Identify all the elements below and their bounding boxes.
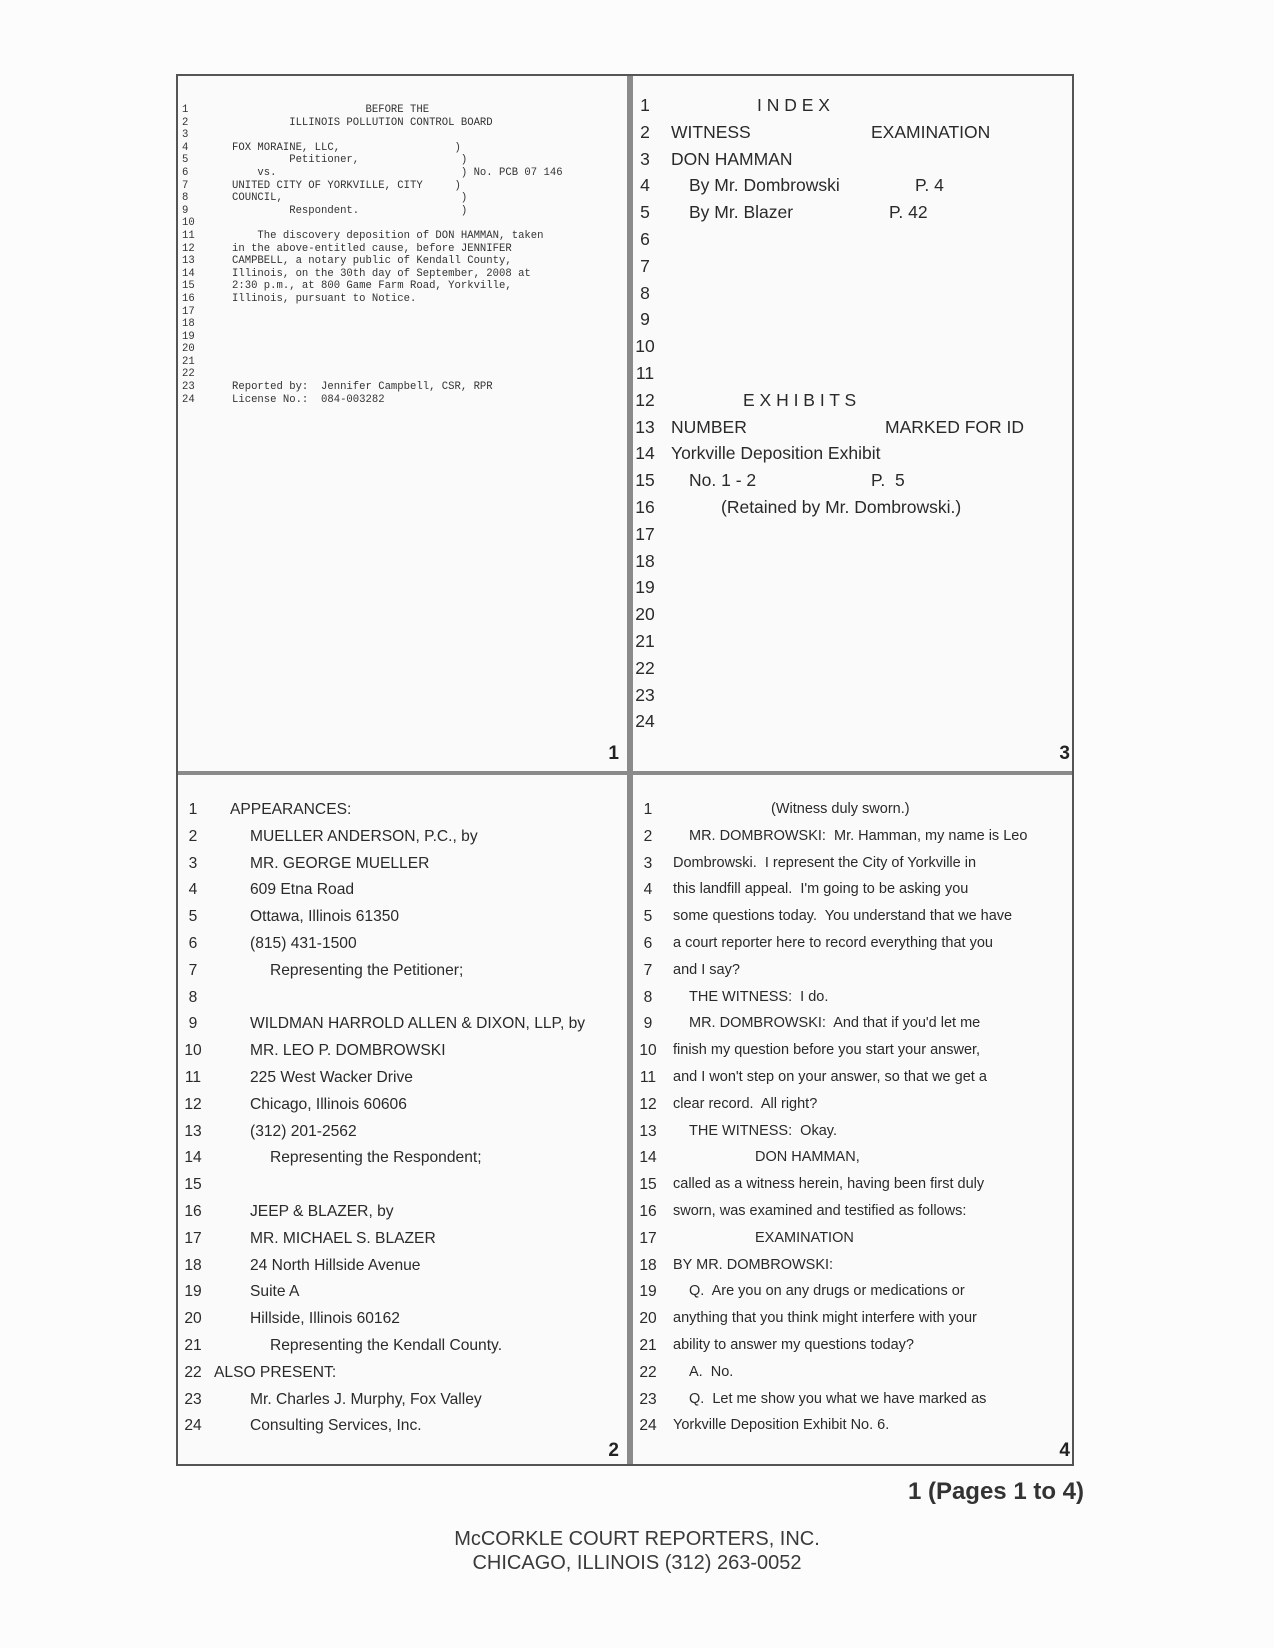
- line-number: 22: [635, 657, 655, 678]
- transcript-line: [182, 280, 512, 293]
- line-number: 11: [184, 1068, 202, 1086]
- transcript-line: [182, 318, 196, 331]
- line-number: 5: [640, 202, 650, 223]
- line-text: Reported by: Jennifer Campbell, CSR, RPR: [232, 381, 493, 394]
- line-text: EXAMINATION: [871, 121, 991, 142]
- line-number: 12: [182, 242, 195, 255]
- line-number: 12: [635, 389, 655, 410]
- line-text: I N D E X: [757, 95, 830, 115]
- line-number: 19: [182, 330, 195, 343]
- line-text: in the above-entitled cause, before JENNIFER: [232, 242, 512, 255]
- line-number: 9: [188, 1015, 198, 1033]
- page-number-2: 2: [608, 1440, 619, 1461]
- line-text: ILLINOIS POLLUTION CONTROL BOARD: [232, 116, 493, 129]
- line-text: sworn, was examined and testified as follows:: [673, 1202, 967, 1219]
- line-number: 8: [182, 192, 189, 205]
- line-text: DON HAMMAN: [671, 148, 793, 169]
- line-text: vs. ) No. PCB 07 146: [232, 166, 563, 179]
- line-text: and I won't step on your answer, so that we get a: [673, 1068, 987, 1085]
- line-number: 16: [184, 1202, 202, 1220]
- line-number: 2: [188, 827, 198, 845]
- line-number: 2: [182, 116, 189, 129]
- line-number: 9: [182, 204, 189, 217]
- transcript-line: [182, 356, 196, 369]
- transcript-line: [182, 393, 385, 407]
- line-number: 18: [639, 1256, 657, 1274]
- line-number: 1: [640, 95, 650, 115]
- line-text: MR. DOMBROWSKI: Mr. Hamman, my name is Leo: [689, 827, 1028, 844]
- page-number-3: 3: [1059, 743, 1070, 764]
- page-3-index: [633, 76, 1072, 771]
- line-number: 16: [635, 496, 655, 517]
- line-text: CAMPBELL, a notary public of Kendall County,: [232, 255, 512, 268]
- transcript-line: [182, 306, 196, 319]
- page-2-appearances: [178, 775, 627, 1464]
- line-number: 1: [182, 104, 189, 116]
- line-text: Yorkville Deposition Exhibit No. 6.: [673, 1417, 890, 1434]
- line-number: 8: [188, 988, 198, 1006]
- line-number: 19: [635, 577, 655, 598]
- line-number: 20: [635, 604, 655, 625]
- line-text: P. 5: [871, 470, 905, 491]
- transcript-line: [182, 141, 461, 155]
- line-text: JEEP & BLAZER, by: [250, 1202, 394, 1220]
- line-number: 11: [182, 229, 195, 242]
- line-number: 9: [643, 1015, 653, 1033]
- line-number: 18: [182, 318, 195, 331]
- transcript-line: [182, 204, 468, 218]
- line-number: 14: [184, 1149, 202, 1167]
- line-text: Q. Are you on any drugs or medications or: [689, 1283, 965, 1300]
- line-text: Ottawa, Illinois 61350: [250, 908, 400, 926]
- line-number: 2: [640, 121, 650, 142]
- line-text: MR. MICHAEL S. BLAZER: [250, 1229, 436, 1247]
- line-text: clear record. All right?: [673, 1095, 818, 1112]
- line-number: 2: [643, 827, 653, 845]
- line-number: 3: [643, 854, 653, 872]
- page-1-lines: [182, 104, 563, 406]
- line-text: Mr. Charles J. Murphy, Fox Valley: [250, 1390, 482, 1408]
- page-number-1: 1: [608, 743, 619, 764]
- line-number: 4: [640, 175, 650, 196]
- line-text: APPEARANCES:: [230, 801, 352, 818]
- line-number: 21: [639, 1336, 657, 1354]
- line-text: THE WITNESS: I do.: [689, 988, 829, 1005]
- line-number: 13: [635, 416, 655, 437]
- line-number: 8: [640, 282, 650, 303]
- page-1-caption: [178, 76, 627, 771]
- line-text: called as a witness herein, having been first duly: [673, 1176, 985, 1193]
- line-number: 10: [182, 217, 195, 230]
- line-number: 10: [635, 336, 655, 357]
- reporter-company: McCORKLE COURT REPORTERS, INC.: [454, 1528, 820, 1550]
- line-text: ability to answer my questions today?: [673, 1336, 914, 1353]
- line-text: finish my question before you start your answer,: [673, 1042, 981, 1059]
- transcript-line: [182, 368, 196, 381]
- line-number: 6: [640, 228, 650, 249]
- line-text: 225 West Wacker Drive: [250, 1068, 413, 1086]
- line-text: Respondent. ): [232, 204, 468, 217]
- line-number: 18: [635, 550, 655, 571]
- line-text: a court reporter here to record everything that you: [673, 934, 993, 951]
- line-number: 24: [635, 711, 655, 732]
- line-text: MARKED FOR ID: [885, 416, 1025, 437]
- line-text: Consulting Services, Inc.: [250, 1417, 422, 1435]
- transcript-line: [182, 129, 196, 142]
- line-number: 6: [182, 166, 189, 179]
- line-number: 11: [639, 1068, 657, 1086]
- line-number: 19: [639, 1283, 657, 1301]
- line-number: 22: [182, 368, 195, 381]
- line-number: 7: [643, 961, 653, 979]
- transcript-line: [182, 255, 512, 268]
- line-text: NUMBER: [671, 416, 747, 437]
- line-number: 13: [639, 1122, 657, 1140]
- line-text: Chicago, Illinois 60606: [250, 1095, 407, 1113]
- line-text: Representing the Respondent;: [270, 1149, 482, 1167]
- line-text: (Witness duly sworn.): [771, 801, 910, 817]
- transcript-line: [182, 343, 196, 356]
- line-number: 17: [182, 305, 195, 318]
- line-number: 3: [640, 148, 650, 169]
- line-text: By Mr. Blazer: [689, 202, 794, 223]
- line-number: 20: [184, 1310, 202, 1328]
- line-number: 18: [184, 1256, 202, 1274]
- line-number: 6: [188, 934, 198, 952]
- line-text: By Mr. Dombrowski: [689, 175, 840, 196]
- line-number: 4: [188, 881, 198, 899]
- page-4-testimony: [633, 775, 1072, 1464]
- line-text: this landfill appeal. I'm going to be asking you: [673, 881, 969, 898]
- line-number: 14: [635, 443, 655, 464]
- line-text: anything that you think might interfere with your: [673, 1310, 977, 1327]
- line-text: some questions today. You understand that we have: [673, 908, 1013, 925]
- line-number: 23: [639, 1390, 657, 1408]
- line-text: (Retained by Mr. Dombrowski.): [721, 496, 962, 517]
- transcript-line: [182, 292, 417, 306]
- line-text: Representing the Kendall County.: [270, 1336, 503, 1354]
- line-number: 23: [184, 1390, 202, 1408]
- reporter-footer: [0, 1527, 1274, 1575]
- transcript-line: [182, 154, 468, 167]
- transcript-line: [182, 229, 544, 243]
- line-number: 7: [640, 255, 650, 276]
- line-number: 21: [184, 1336, 202, 1354]
- line-text: 2:30 p.m., at 800 Game Farm Road, Yorkville,: [232, 280, 512, 293]
- line-number: 20: [182, 343, 195, 356]
- transcript-line: [182, 381, 493, 394]
- line-text: THE WITNESS: Okay.: [689, 1122, 837, 1139]
- line-number: 21: [635, 630, 655, 651]
- line-number: 9: [640, 309, 650, 330]
- line-number: 7: [182, 179, 189, 192]
- transcript-line: [182, 331, 196, 344]
- line-number: 7: [188, 961, 198, 979]
- line-text: Q. Let me show you what we have marked as: [689, 1390, 987, 1407]
- line-number: 16: [639, 1202, 657, 1220]
- line-number: 1: [643, 801, 653, 818]
- line-text: Suite A: [250, 1283, 300, 1301]
- line-number: 10: [639, 1042, 657, 1060]
- line-text: (815) 431-1500: [250, 934, 357, 952]
- transcript-line: [182, 179, 461, 193]
- line-text: A. No.: [689, 1363, 734, 1380]
- line-text: MR. DOMBROWSKI: And that if you'd let me: [689, 1015, 981, 1032]
- transcript-sheet: [176, 74, 1074, 1466]
- line-text: Dombrowski. I represent the City of Yorkville in: [673, 854, 977, 871]
- line-number: 15: [184, 1176, 202, 1194]
- reporter-address: CHICAGO, ILLINOIS (312) 263-0052: [472, 1552, 802, 1574]
- line-number: 24: [182, 393, 195, 406]
- line-number: 13: [182, 255, 195, 268]
- transcript-line: [182, 267, 531, 281]
- line-number: 20: [639, 1310, 657, 1328]
- line-text: E X H I B I T S: [743, 389, 857, 410]
- line-number: 21: [182, 355, 195, 368]
- line-text: FOX MORAINE, LLC, ): [232, 141, 461, 154]
- line-number: 24: [639, 1417, 657, 1435]
- line-number: 1: [188, 801, 198, 818]
- line-text: MR. LEO P. DOMBROWSKI: [250, 1042, 446, 1060]
- line-text: Illinois, pursuant to Notice.: [232, 292, 417, 305]
- line-text: DON HAMMAN,: [755, 1149, 860, 1166]
- line-text: ALSO PRESENT:: [214, 1363, 337, 1381]
- line-text: Hillside, Illinois 60162: [250, 1310, 400, 1328]
- line-text: Yorkville Deposition Exhibit: [671, 443, 881, 464]
- line-number: 4: [182, 141, 189, 154]
- line-number: 14: [182, 267, 195, 280]
- line-number: 12: [639, 1095, 657, 1113]
- line-text: Petitioner, ): [232, 154, 468, 167]
- line-text: (312) 201-2562: [250, 1122, 357, 1140]
- line-text: EXAMINATION: [755, 1229, 854, 1246]
- line-number: 19: [184, 1283, 202, 1301]
- line-text: Illinois, on the 30th day of September, 2008 at: [232, 267, 531, 280]
- line-text: COUNCIL, ): [232, 192, 468, 205]
- line-text: Representing the Petitioner;: [270, 961, 464, 979]
- line-text: 609 Etna Road: [250, 881, 355, 899]
- line-text: WITNESS: [671, 121, 751, 142]
- line-text: MUELLER ANDERSON, P.C., by: [250, 827, 478, 845]
- line-number: 6: [643, 934, 653, 952]
- line-number: 3: [182, 129, 189, 142]
- line-text: and I say?: [673, 961, 740, 978]
- line-number: 13: [184, 1122, 202, 1140]
- line-number: 16: [182, 292, 195, 305]
- pages-range-label: 1 (Pages 1 to 4): [907, 1478, 1084, 1505]
- line-number: 5: [643, 908, 653, 926]
- transcript-line: [182, 217, 196, 230]
- line-text: P. 42: [889, 202, 928, 223]
- line-number: 17: [184, 1229, 202, 1247]
- transcript-line: [182, 192, 468, 205]
- line-number: 4: [643, 881, 653, 899]
- line-number: 24: [184, 1417, 202, 1435]
- line-number: 15: [182, 280, 195, 293]
- line-number: 14: [639, 1149, 657, 1167]
- line-number: 3: [188, 854, 198, 872]
- line-text: P. 4: [915, 175, 944, 196]
- line-number: 5: [182, 154, 189, 167]
- transcript-line: [182, 116, 493, 130]
- line-text: 24 North Hillside Avenue: [250, 1256, 421, 1274]
- line-text: WILDMAN HARROLD ALLEN & DIXON, LLP, by: [250, 1015, 586, 1033]
- line-number: 23: [182, 381, 195, 394]
- transcript-line: [182, 166, 563, 180]
- line-number: 22: [639, 1363, 657, 1381]
- line-number: 12: [184, 1095, 202, 1113]
- transcript-line: [182, 104, 430, 117]
- line-text: BEFORE THE: [232, 104, 430, 116]
- line-number: 15: [639, 1176, 657, 1194]
- line-number: 23: [635, 684, 655, 705]
- line-text: The discovery deposition of DON HAMMAN, taken: [232, 229, 544, 242]
- line-number: 15: [635, 470, 655, 491]
- line-number: 10: [184, 1042, 202, 1060]
- line-number: 17: [635, 523, 655, 544]
- line-text: MR. GEORGE MUELLER: [250, 854, 430, 872]
- line-number: 17: [639, 1229, 657, 1247]
- line-text: UNITED CITY OF YORKVILLE, CITY ): [232, 179, 461, 192]
- line-text: BY MR. DOMBROWSKI:: [673, 1256, 834, 1273]
- line-text: License No.: 084-003282: [232, 393, 385, 406]
- line-number: 5: [188, 908, 198, 926]
- line-number: 11: [635, 362, 655, 383]
- page-number-4: 4: [1059, 1440, 1070, 1461]
- line-number: 8: [643, 988, 653, 1006]
- line-text: No. 1 - 2: [689, 470, 757, 491]
- line-number: 22: [184, 1363, 202, 1381]
- transcript-line: [182, 242, 512, 256]
